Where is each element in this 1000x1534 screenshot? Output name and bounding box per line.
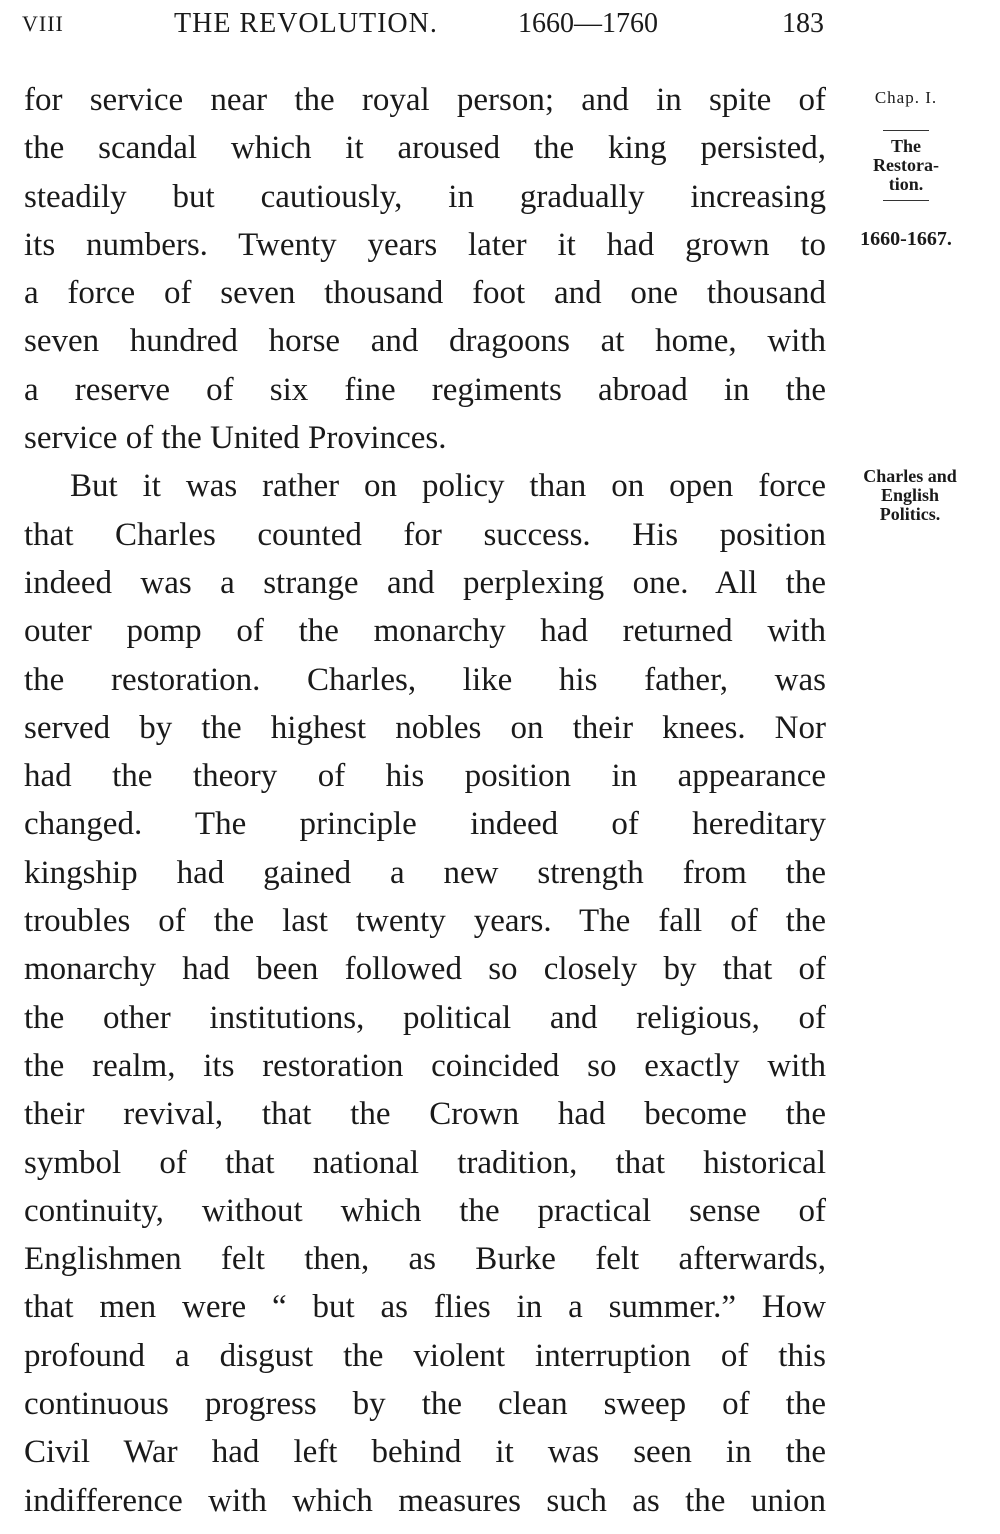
margin-note-section — [854, 124, 958, 207]
text-line: a reserve of six fine regiments abroad in the — [24, 371, 826, 408]
text-line: monarchy had been followed so closely by that of — [24, 951, 826, 988]
page-number: 183 — [782, 8, 824, 39]
text-line: served by the highest nobles on their knees. Nor — [24, 709, 826, 746]
text-line: indeed was a strange and perplexing one. All the — [24, 564, 826, 601]
section-label-line: The — [890, 136, 921, 156]
main-text — [24, 76, 826, 1525]
margin-note-dates — [836, 229, 976, 249]
section-label-line: tion. — [888, 174, 924, 194]
text-line: continuous progress by the clean sweep of the — [24, 1386, 826, 1423]
text-line: profound a disgust the violent interruption of this — [24, 1337, 826, 1374]
text-line: changed. The principle indeed of hereditary — [24, 806, 826, 843]
topic-label-line: English — [880, 485, 940, 505]
topic-label-line: Politics. — [879, 504, 941, 524]
text-line: service of the United Provinces. — [24, 420, 447, 457]
text-line: their revival, that the Crown had become the — [24, 1096, 826, 1133]
topic-label-line: Charles and — [863, 466, 957, 486]
margin-note-topic — [840, 467, 980, 524]
text-line: the scandal which it aroused the king persisted, — [24, 130, 826, 167]
text-line: seven hundred horse and dragoons at home, with — [24, 323, 826, 360]
paragraph-1 — [24, 76, 826, 462]
text-line: outer pomp of the monarchy had returned with — [24, 613, 826, 650]
running-header — [22, 4, 828, 44]
text-line: that Charles counted for success. His position — [24, 516, 826, 553]
text-line: But it was rather on policy than on open force — [70, 468, 826, 505]
text-line: symbol of that national tradition, that historical — [24, 1144, 826, 1181]
running-title: THE REVOLUTION. — [174, 8, 438, 39]
text-line: had the theory of his position in appearance — [24, 758, 826, 795]
text-line: continuity, without which the practical sense of — [24, 1192, 826, 1229]
text-line: Englishmen felt then, as Burke felt afterwards, — [24, 1241, 826, 1278]
margin-note-chapter — [860, 88, 952, 108]
text-line: troubles of the last twenty years. The fall of the — [24, 903, 826, 940]
text-line: its numbers. Twenty years later it had grown to — [24, 226, 826, 263]
rule-divider — [883, 130, 929, 131]
paragraph-2 — [24, 462, 826, 1525]
text-line: kingship had gained a new strength from the — [24, 854, 826, 891]
text-line: indifference with which measures such as the union — [24, 1482, 826, 1519]
text-line: steadily but cautiously, in gradually increasing — [24, 178, 826, 215]
text-line: a force of seven thousand foot and one thousand — [24, 275, 826, 312]
section-label-line: Restora- — [873, 155, 939, 175]
text-line: Civil War had left behind it was seen in the — [24, 1434, 826, 1471]
text-line: the restoration. Charles, like his father, was — [24, 661, 826, 698]
text-line: that men were “ but as flies in a summer.” How — [24, 1289, 826, 1326]
text-line: the other institutions, political and religious, of — [24, 999, 826, 1036]
rule-divider — [883, 200, 929, 201]
chapter-label: Chap. I. — [874, 88, 938, 107]
text-line: for service near the royal person; and in spite of — [24, 82, 826, 118]
chapter-numeral: VIII — [22, 11, 64, 36]
running-dates: 1660—1760 — [518, 8, 658, 39]
date-range-label: 1660-1667. — [860, 228, 952, 250]
text-line: the realm, its restoration coincided so exactly with — [24, 1047, 826, 1084]
